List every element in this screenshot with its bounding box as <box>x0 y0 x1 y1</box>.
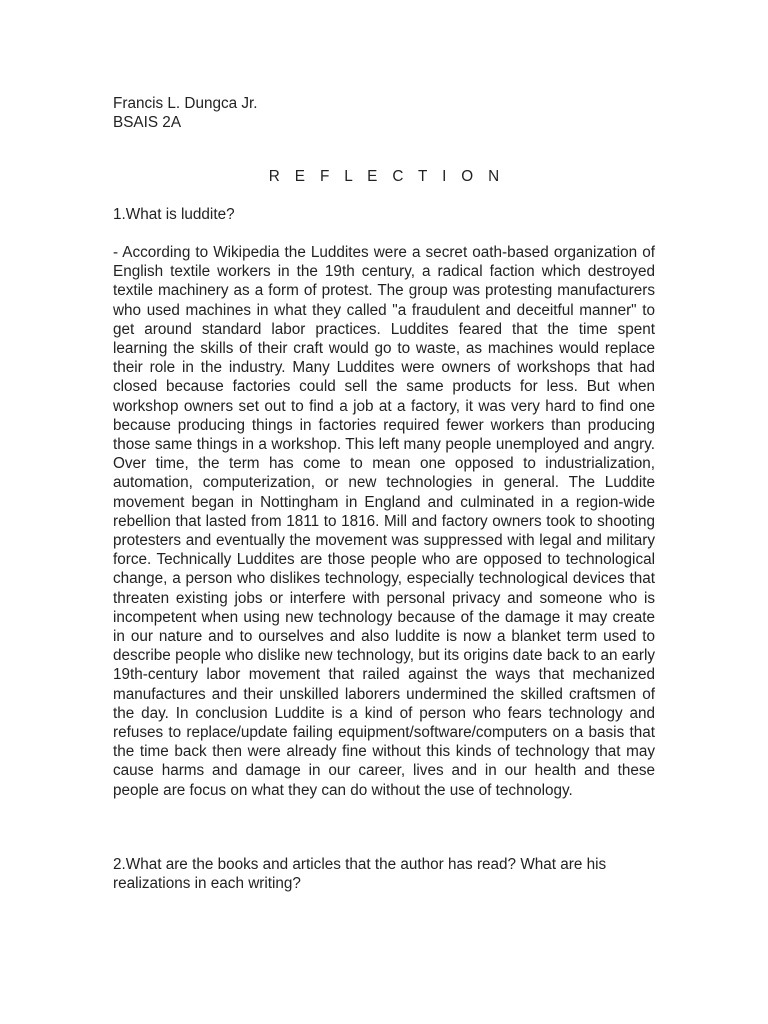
author-block <box>113 94 258 132</box>
author-name: Francis L. Dungca Jr. <box>113 95 258 112</box>
answer-1-paragraph: - According to Wikipedia the Luddites were a secret oath-based organization of English textile workers in the 19th century, a radical faction which destroyed textile machinery as a form of protest. The group was protesting manufacturers who used machines in what they called "a fraudulent and deceitful manner" to get around standard labor practices. Luddites feared that the time spent learning the skills of their craft would go to waste, as machines would replace their role in the industry. Many Luddites were owners of workshops that had closed because factories could sell the same products for less. But when workshop owners set out to find a job at a factory, it was very hard to find one because producing things in factories required fewer workers than producing those same things in a workshop. This left many people unemployed and angry. Over time, the term has come to mean one opposed to industrialization, automation, computerization, or new technologies in general. The Luddite movement began in Nottingham in England and culminated in a region-wide rebellion that lasted from 1811 to 1816. Mill and factory owners took to shooting protesters and eventually the movement was suppressed with legal and military force. Technically Luddites are those people who are opposed to technological change, a person who dislikes technology, especially technological devices that threaten existing jobs or interfere with personal privacy and someone who is incompetent when using new technology because of the damage it may create in our nature and to ourselves and also luddite is now a blanket term used to describe people who dislike new technology, but its origins date back to an early 19th-century labor movement that railed against the ways that mechanized manufactures and their unskilled laborers undermined the skilled craftsmen of the day. In conclusion Luddite is a kind of person who fears technology and refuses to replace/update failing equipment/software/computers on a basis that the time back then were already fine without this kinds of technology that may cause harms and damage in our career, lives and in our health and these people are focus on what they can do without the use of technology. <box>113 244 655 799</box>
document-title: R E F L E C T I O N <box>268 168 505 185</box>
question-1: 1.What is luddite? <box>113 206 235 223</box>
question-2: 2.What are the books and articles that the author has read? What are his realizations in each writing? <box>113 856 607 893</box>
author-section: BSAIS 2A <box>113 114 182 132</box>
